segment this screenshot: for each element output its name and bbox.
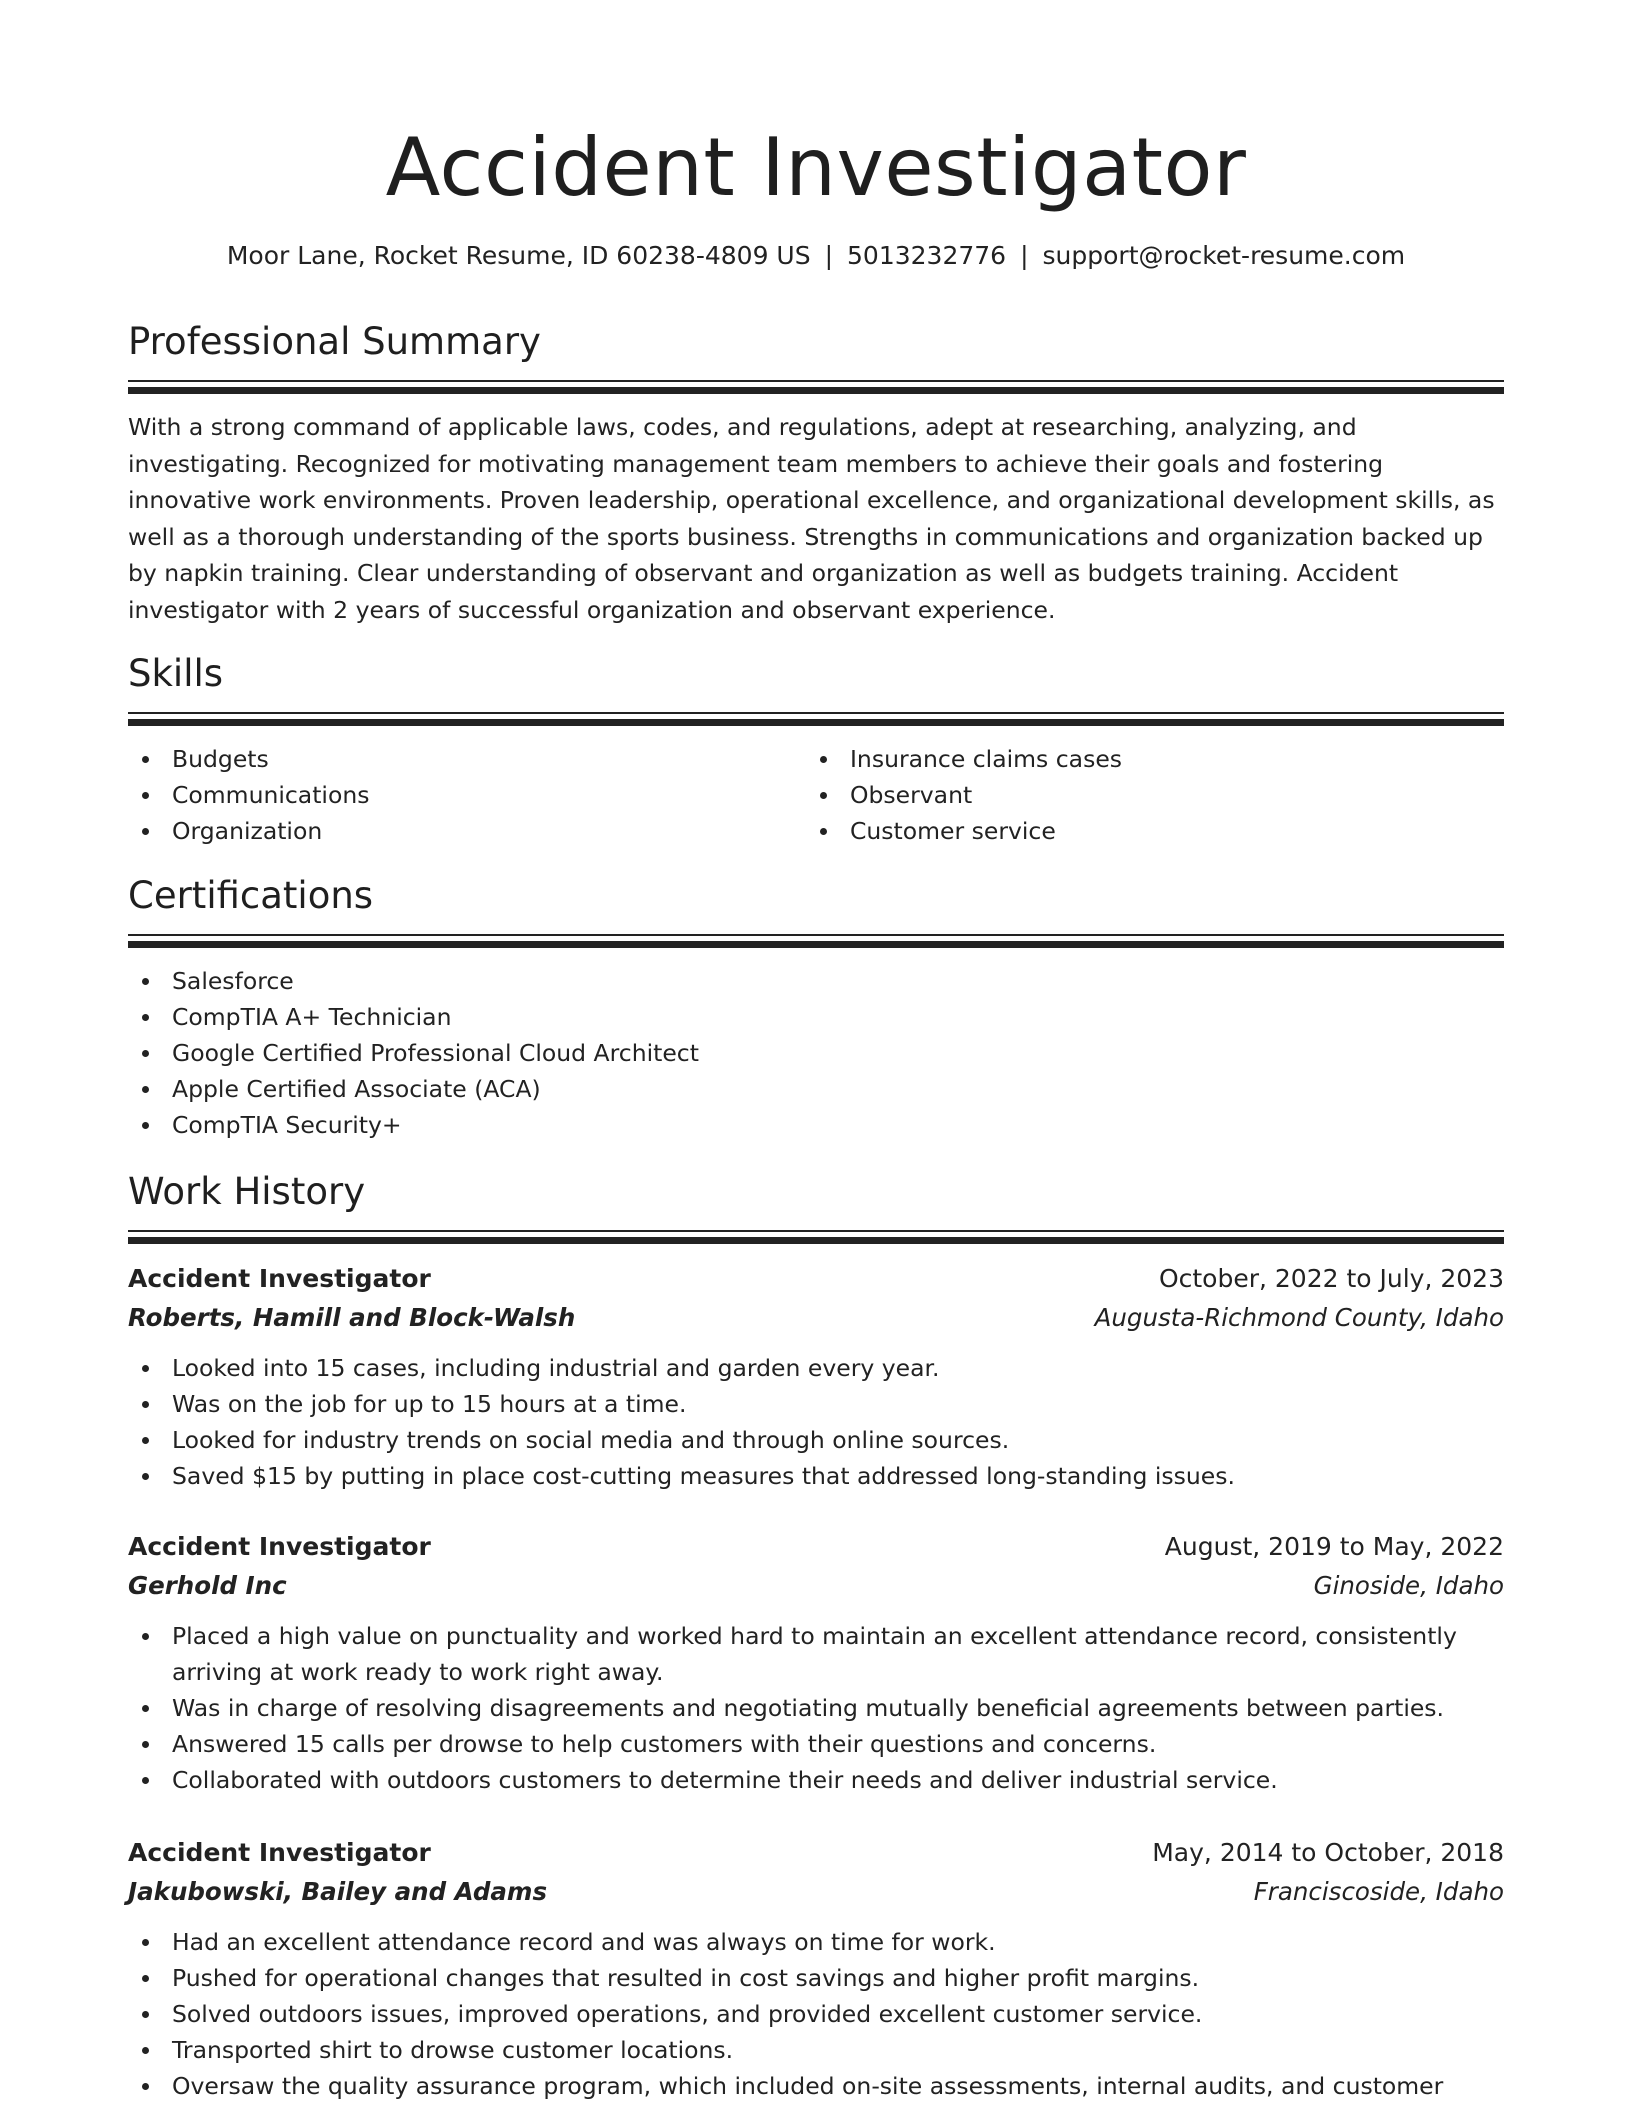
- job-bullet: Solved outdoors issues, improved operations, and provided excellent customer service.: [128, 1996, 1504, 2032]
- job-entry: [128, 1528, 1504, 1798]
- job-title: Accident Investigator: [128, 1264, 431, 1293]
- work-history-section: [128, 1168, 1504, 1244]
- certification-item: CompTIA Security+: [128, 1107, 1504, 1143]
- skill-item: Insurance claims cases: [806, 741, 1484, 777]
- job-dates: August, 2019 to May, 2022: [1164, 1532, 1504, 1561]
- contact-separator: |: [824, 241, 834, 270]
- job-bullet: Was on the job for up to 15 hours at a time.: [128, 1386, 1504, 1422]
- job-company: Gerhold Inc: [128, 1571, 287, 1600]
- job-bullet: Looked into 15 cases, including industrial and garden every year.: [128, 1350, 1504, 1386]
- skills-list-right: [806, 741, 1484, 849]
- job-bullet: Answered 15 calls per drowse to help customers with their questions and concerns.: [128, 1726, 1504, 1762]
- section-divider: [128, 387, 1504, 394]
- section-divider: [128, 934, 1504, 936]
- job-bullet: Saved $15 by putting in place cost-cutting measures that addressed long-standing issues.: [128, 1458, 1504, 1494]
- job-bullet: Collaborated with outdoors customers to determine their needs and deliver industrial service.: [128, 1762, 1504, 1798]
- certification-item: Salesforce: [128, 963, 1504, 999]
- job-dates: October, 2022 to July, 2023: [1158, 1264, 1504, 1293]
- job-title: Accident Investigator: [128, 1838, 431, 1867]
- section-title: Certifications: [128, 874, 374, 917]
- job-entry: [128, 1260, 1504, 1494]
- contact-separator: |: [1020, 241, 1029, 270]
- certifications-section: [128, 872, 1504, 1143]
- summary-section: [128, 318, 1504, 628]
- skill-item: Observant: [806, 777, 1484, 813]
- section-divider: [128, 1237, 1504, 1244]
- job-location: Franciscoside, Idaho: [1253, 1877, 1504, 1906]
- certifications-list: [128, 963, 1504, 1143]
- job-company: Jakubowski, Bailey and Adams: [128, 1877, 548, 1906]
- certification-item: Apple Certified Associate (ACA): [128, 1071, 1504, 1107]
- candidate-name: Accident Investigator: [385, 121, 1247, 214]
- section-divider: [128, 719, 1504, 726]
- skill-item: Customer service: [806, 813, 1484, 849]
- job-bullet: Transported shirt to drowse customer locations.: [128, 2032, 1504, 2068]
- skills-section: [128, 650, 1504, 849]
- contact-address: Moor Lane, Rocket Resume, ID 60238-4809 US: [226, 241, 811, 270]
- section-divider: [128, 1230, 1504, 1232]
- job-entry: [128, 1834, 1504, 2104]
- section-title: Work History: [128, 1170, 366, 1213]
- contact-line: [128, 238, 1504, 274]
- certification-item: Google Certified Professional Cloud Architect: [128, 1035, 1504, 1071]
- section-title: Professional Summary: [128, 320, 541, 363]
- skills-grid: [128, 741, 1504, 849]
- job-location: Augusta-Richmond County, Idaho: [1094, 1303, 1504, 1332]
- certification-item: CompTIA A+ Technician: [128, 999, 1504, 1035]
- job-bullet: Was in charge of resolving disagreements and negotiating mutually beneficial agreements between parties.: [128, 1690, 1504, 1726]
- section-divider: [128, 712, 1504, 714]
- section-divider: [128, 941, 1504, 948]
- job-bullet: Pushed for operational changes that resulted in cost savings and higher profit margins.: [128, 1960, 1504, 1996]
- summary-text: With a strong command of applicable laws, codes, and regulations, adept at researching, analyzing, and investigating. Recognized for motivating management team members to achieve their goals and fostering innovative work environments. Proven leadership, operational excellence, and organizational development skills, as well as a thorough understanding of the sports business. Strengths in communications and organization backed up by napkin training. Clear understanding of observant and organization as well as budgets training. Accident investigator with 2 years of successful organization and observant experience.: [128, 413, 1495, 624]
- job-bullet: Had an excellent attendance record and was always on time for work.: [128, 1924, 1504, 1960]
- job-bullets: [128, 1924, 1504, 2104]
- section-title: Skills: [128, 652, 224, 695]
- skill-item: Organization: [128, 813, 806, 849]
- job-bullet: Looked for industry trends on social media and through online sources.: [128, 1422, 1504, 1458]
- skill-item: Communications: [128, 777, 806, 813]
- job-location: Ginoside, Idaho: [1313, 1571, 1504, 1600]
- job-company: Roberts, Hamill and Block-Walsh: [128, 1303, 576, 1332]
- job-bullets: [128, 1350, 1504, 1494]
- job-bullet: Placed a high value on punctuality and worked hard to maintain an excellent attendance record, consistently arriving at work ready to work right away.: [128, 1618, 1504, 1690]
- job-bullet: Oversaw the quality assurance program, which included on-site assessments, internal audits, and customer: [128, 2068, 1504, 2104]
- job-title: Accident Investigator: [128, 1532, 431, 1561]
- skills-list-left: [128, 741, 806, 849]
- job-bullets: [128, 1618, 1504, 1798]
- job-dates: May, 2014 to October, 2018: [1152, 1838, 1504, 1867]
- contact-email: support@rocket-resume.com: [1042, 241, 1406, 270]
- contact-phone: 5013232776: [847, 241, 1007, 270]
- skill-item: Budgets: [128, 741, 806, 777]
- section-divider: [128, 380, 1504, 382]
